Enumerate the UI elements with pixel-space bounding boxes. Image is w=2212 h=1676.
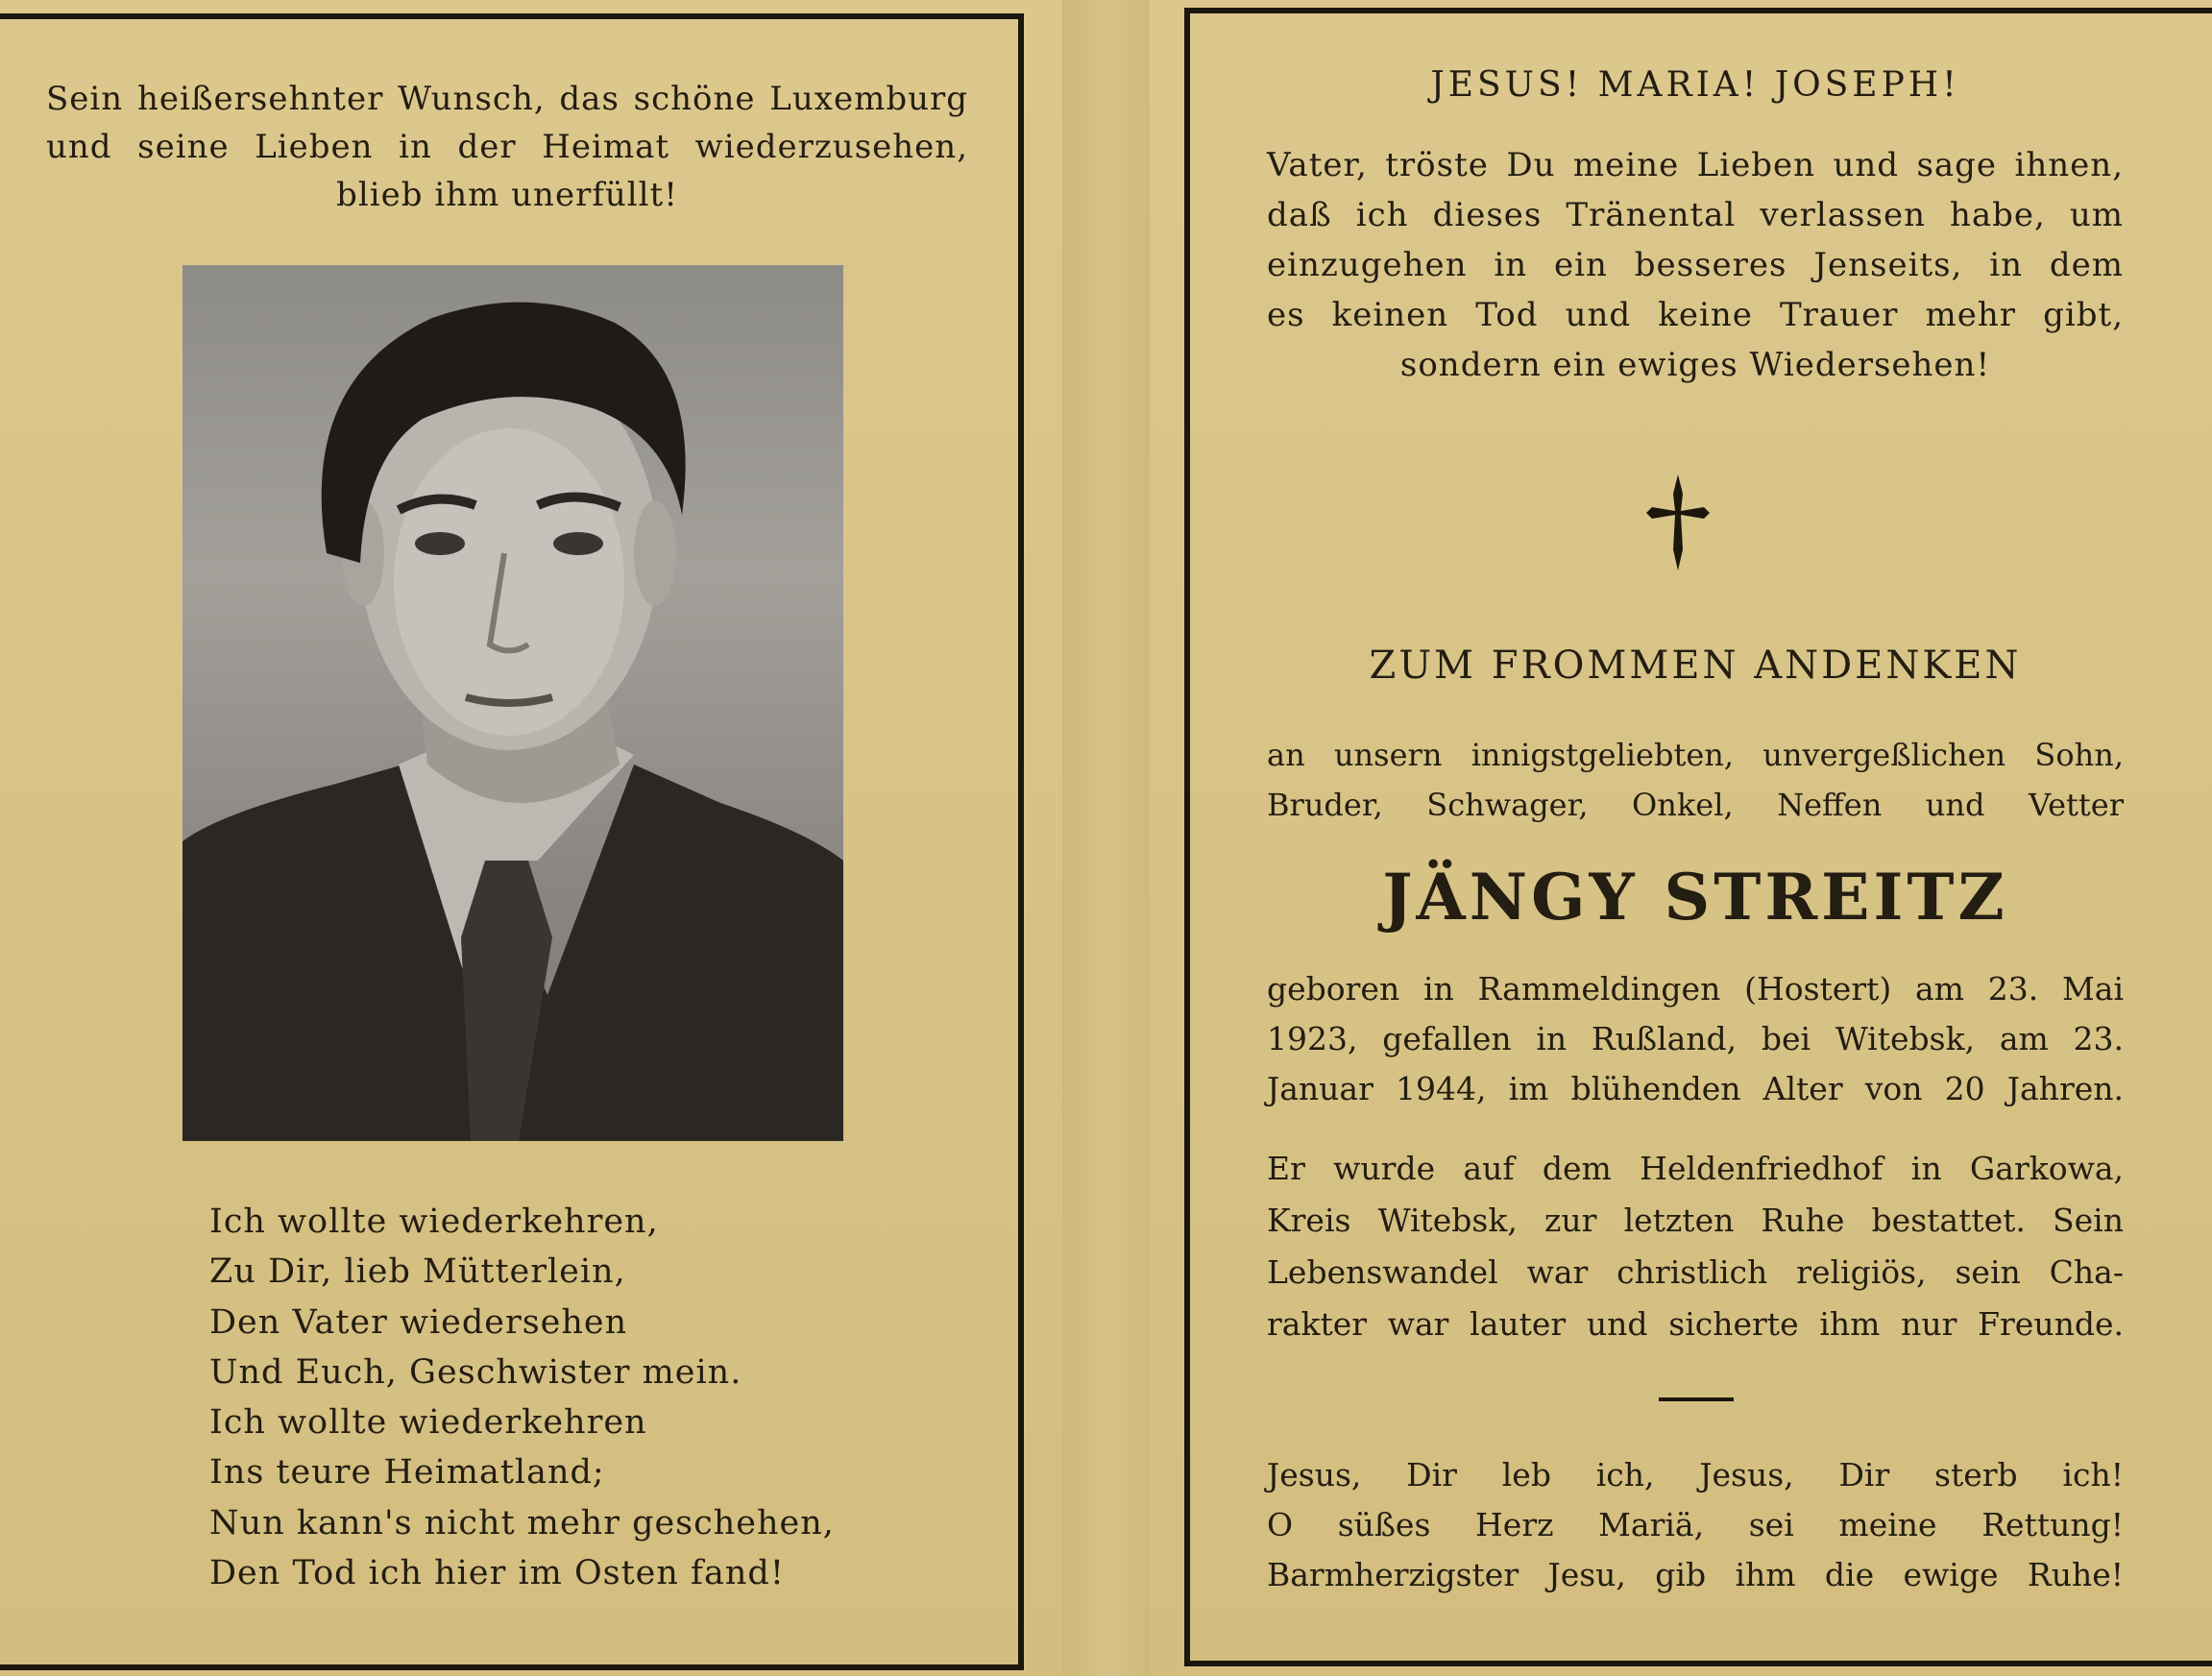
cross-icon <box>1644 473 1712 572</box>
poem-line: Ich wollte wiederkehren <box>209 1403 647 1443</box>
poem-line: Und Euch, Geschwister mein. <box>209 1352 742 1392</box>
intro-line: Sein heißersehnter Wunsch, das schöne Luxemburg <box>46 80 968 118</box>
prayer-line: sondern ein ewiges Wiedersehen! <box>1399 346 1991 384</box>
closing-line: Jesus, Dir leb ich, Jesus, Dir sterb ich! <box>1267 1456 2124 1494</box>
intro-line: und seine Lieben in der Heimat wiederzusehen, <box>46 128 968 166</box>
right-panel <box>1150 0 2212 1676</box>
poem-line: Nun kann's nicht mehr geschehen, <box>209 1503 835 1542</box>
burial-line: rakter war lauter und sicherte ihm nur Freunde. <box>1267 1305 2124 1343</box>
poem <box>209 1197 901 1598</box>
birth-line: Januar 1944, im blühenden Alter von 20 Jahren. <box>1267 1070 2124 1107</box>
dedication-line: an unsern innigstgeliebten, unvergeßlichen Sohn, <box>1267 737 2124 773</box>
prayer-text <box>1267 140 2124 390</box>
divider-rule <box>1659 1397 1734 1401</box>
dedication-line: Bruder, Schwager, Onkel, Neffen und Vetter <box>1267 787 2124 823</box>
closing-line: O süßes Herz Mariä, sei meine Rettung! <box>1267 1506 2124 1543</box>
burial-line: Er wurde auf dem Heldenfriedhof in Garkowa, <box>1267 1150 2124 1187</box>
prayer-line: es keinen Tod und keine Trauer mehr gibt, <box>1267 296 2124 334</box>
poem-line: Ich wollte wiederkehren, <box>209 1202 659 1241</box>
poem-line: Den Tod ich hier im Osten fand! <box>209 1554 785 1593</box>
poem-line: Den Vater wiedersehen <box>209 1302 628 1342</box>
memorial-heading: ZUM FROMMEN ANDENKEN <box>1369 644 2022 688</box>
prayer-line: einzugehen in ein besseres Jenseits, in dem <box>1267 246 2124 284</box>
dedication-text <box>1267 730 2124 830</box>
prayer-line: Vater, tröste Du meine Lieben und sage ihnen, <box>1267 146 2124 184</box>
birth-line: geboren in Rammeldingen (Hostert) am 23. Mai <box>1267 970 2124 1008</box>
deceased-name: JÄNGY STREITZ <box>1382 860 2008 935</box>
intro-text <box>46 75 968 219</box>
card-fold <box>1062 0 1150 1676</box>
poem-line: Ins teure Heimatland; <box>209 1453 605 1493</box>
burial-text <box>1267 1143 2124 1350</box>
intro-line: blieb ihm unerfüllt! <box>336 176 678 214</box>
closing-line: Barmherzigster Jesu, gib ihm die ewige Ruhe! <box>1267 1556 2124 1593</box>
poem-line: Zu Dir, lieb Mütterlein, <box>209 1252 626 1292</box>
prayer-line: daß ich dieses Tränental verlassen habe, um <box>1267 196 2124 234</box>
burial-line: Lebenswandel war christlich religiös, sein Cha- <box>1267 1253 2124 1291</box>
birth-line: 1923, gefallen in Rußland, bei Witebsk, am 23. <box>1267 1020 2124 1057</box>
invocation-title: JESUS! MARIA! JOSEPH! <box>1430 65 1960 105</box>
portrait-photo <box>182 265 843 1141</box>
closing-prayer <box>1267 1450 2124 1600</box>
birth-death-text <box>1267 964 2124 1114</box>
left-panel <box>0 0 1062 1676</box>
burial-line: Kreis Witebsk, zur letzten Ruhe bestattet. Sein <box>1267 1202 2124 1239</box>
